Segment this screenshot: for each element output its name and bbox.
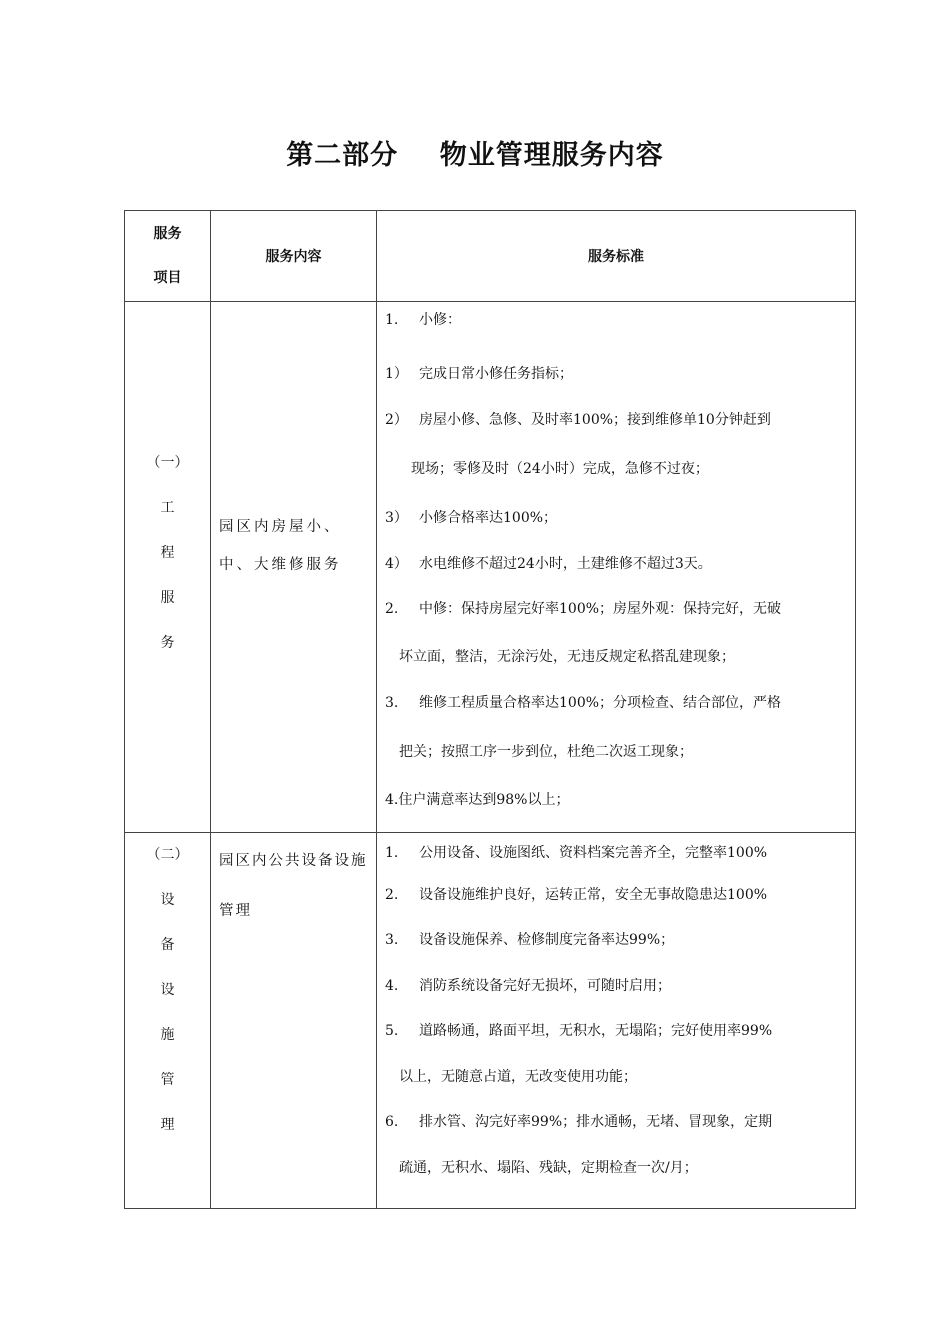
service-item-char: 设	[160, 981, 175, 998]
standard-line: 2. 设备设施维护良好，运转正常，安全无事故隐患达100%	[385, 886, 768, 903]
table-header-row	[125, 211, 856, 302]
service-content-cell	[211, 302, 377, 833]
service-item-char: 程	[160, 545, 175, 561]
service-item-char: 管	[160, 1071, 175, 1088]
service-item-cell	[125, 302, 211, 833]
standard-line: 2） 房屋小修、急修、及时率100%；接到维修单10分钟赶到	[385, 411, 771, 428]
standard-line: 坏立面，整洁，无涂污处，无违反规定私搭乱建现象；	[399, 648, 735, 665]
standard-line: 4. 消防系统设备完好无损坏，可随时启用；	[385, 977, 671, 994]
service-item-cell	[125, 832, 211, 1208]
service-standard-cell	[377, 302, 856, 833]
header-service-content: 服务内容	[211, 211, 377, 302]
service-item-char: 工	[160, 500, 175, 516]
standard-line: 2. 中修：保持房屋完好率100%；房屋外观：保持完好，无破	[385, 601, 782, 617]
table-row	[125, 302, 856, 833]
standard-line: 4.住户满意率达到98%以上；	[385, 792, 570, 808]
service-item-char: 务	[160, 635, 175, 651]
service-item-char: 理	[160, 1116, 175, 1133]
service-item-char: 设	[160, 891, 175, 908]
standard-line: 疏通，无积水、塌陷、残缺，定期检查一次/月；	[399, 1159, 698, 1176]
header-item-line1: 服务	[153, 226, 182, 242]
service-item-char: 备	[160, 936, 175, 953]
service-item-char: （一）	[146, 455, 189, 471]
standard-line: 现场；零修及时（24小时）完成，急修不过夜；	[411, 461, 709, 477]
service-item-char: 施	[160, 1026, 175, 1043]
standard-line: 把关；按照工序一步到位，杜绝二次返工现象；	[399, 744, 693, 760]
page-title: 第二部分 物业管理服务内容	[286, 140, 664, 171]
header-service-item	[125, 211, 211, 302]
standard-line: 4） 水电维修不超过24小时，土建维修不超过3天。	[385, 555, 712, 572]
service-content-text: 园区内房屋小、中、大维修服务	[219, 519, 342, 573]
service-item-char: 服	[160, 590, 175, 606]
header-item-line2: 项目	[153, 270, 182, 286]
standard-line: 3. 设备设施保养、检修制度完备率达99%；	[385, 932, 675, 948]
service-standard-cell	[377, 832, 856, 1208]
table-row	[125, 832, 856, 1208]
standard-line: 3） 小修合格率达100%；	[385, 510, 558, 526]
standard-line: 6. 排水管、沟完好率99%；排水通畅，无堵、冒现象，定期	[385, 1114, 773, 1130]
service-content-cell	[211, 832, 377, 1208]
standard-line: 1. 小修：	[385, 312, 461, 328]
service-item-char: （二）	[146, 846, 189, 863]
standard-line: 1. 公用设备、设施图纸、资料档案完善齐全，完整率100%	[385, 844, 768, 861]
standard-line: 5. 道路畅通，路面平坦，无积水，无塌陷；完好使用率99%	[385, 1023, 773, 1039]
standard-line: 1） 完成日常小修任务指标；	[385, 366, 573, 382]
standard-line: 3. 维修工程质量合格率达100%；分项检查、结合部位，严格	[385, 694, 782, 711]
standard-line: 以上，无随意占道，无改变使用功能；	[399, 1068, 637, 1085]
service-content-text: 园区内公共设备设施管理	[219, 852, 368, 919]
header-service-standard: 服务标准	[377, 211, 856, 302]
service-table	[124, 210, 856, 1209]
